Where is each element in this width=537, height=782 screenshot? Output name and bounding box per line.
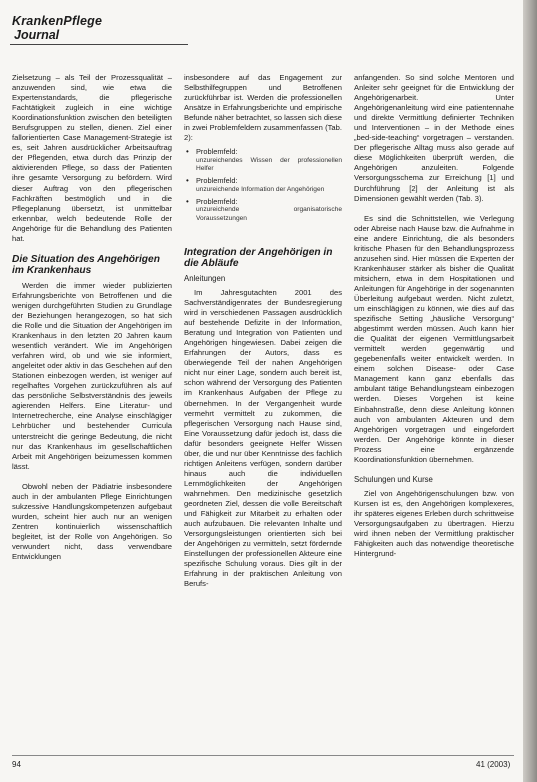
bullet-icon: •	[186, 176, 189, 186]
issue-label: 41 (2003)	[476, 760, 511, 769]
paragraph: insbesondere auf das Engagement zur Selbsthilfegruppen und Betroffenen zurückführbar ist. Werden die professionellen Ansätze in Erfahrungsberichte und empirische Befunde näher betrachtet, so lassen sich diese in zwei Problemfeldern zusammenfassen (Tab. 2):	[184, 73, 342, 143]
paragraph: Im Jahresgutachten 2001 des Sachverständigenrates der Bundesregierung wird in verschiedenen Passagen ausdrücklich auf bestehende Defizite in der Information, Beratung und Integration von Patienten und Angehörigen hingewiesen. Dabei zeigen die Erfahrungen der Autors, dass es überwiegende Teil der nahen Angehörigen nicht nur einer Lage, sondern auch bereit ist, schon während der Versorgung des Patienten im Krankenhaus Aufgaben der Pflege zu übernehmen. In der Vergangenheit wurde vermehrt vermittelt zu zukommen, die pflegerischen Versorgung nach Hause sind, Eine Voraussetzung dafür jedoch ist, dass die dafür besonders geeignete Helfer Wissen über, die und nur über Kenntnisse des fachlich richtigen Anleitens verfügen, sondern darüber hinaus auch die individuellen Lernmöglichkeiten der Angehörigen wahrnehmen. Den medizinische gesetzlich geordneten Ziel, dessen die volle Bereitschaft und Fähigkeit zur Mitarbeit zu erhalten oder auch aufzubauen. Die relevanten Inhalte und Versorgungsleistungen orientierten sich bei der Angehörigen zu vermitteln, setzt fördernde Einstellungen der professionellen Akteure eine spezifische Schulung voraus. Dies gilt in der Erfahrung in der praktischen Anleitung von Berufs-	[184, 288, 342, 589]
list-item-title: Problemfeld:	[196, 176, 238, 186]
list-item	[184, 147, 342, 173]
header-rule	[10, 44, 188, 45]
footer-rule	[12, 755, 514, 756]
paragraph: Ziel von Angehörigenschulungen bzw. von Kursen ist es, den Angehörigen komplexeres, ihr späteres eigenes Erleben durch schrittweise Versorgungsaufgaben zu übertragen. Hierzu wird ihnen neben der Vermittlung praktischer Fähigkeiten auch das notwendige theoretische Hintergrund-	[354, 488, 514, 559]
column-3	[354, 73, 514, 559]
bullet-icon: •	[186, 196, 189, 206]
paragraph: anfangenden. So sind solche Mentoren und Anleiter sehr geeignet für die Entwicklung der Angehörigenarbeit. Unter Angehörigenanleitung wird eine patientennahe und direkte Vermittlung definierter Techniken und Interventionen – in der Methode eines „bed-side-teaching“ vorgetragen – verstanden. Der pflegerische Alltag muss also gerade auf diese Möglichkeiten überprüft werden, die Angehörigen anzuleiten. Folgende Versorgungsschema zur Erreichung [1] und Durchführung [2] der Anleitung ist als Dimensionen gewählt werden (Tab. 3).	[354, 73, 514, 203]
list-item-desc: unzureichende organisatorische Voraussetzungen	[196, 206, 342, 222]
section-heading: Die Situation des Angehörigen im Krankenhaus	[12, 253, 160, 276]
spacer	[184, 227, 342, 237]
masthead-title: KrankenPflege	[12, 14, 103, 28]
list-item	[184, 176, 342, 194]
subheading: Schulungen und Kurse	[354, 474, 433, 484]
list-item-desc: unzureichendes Wissen der professionellen Helfer	[196, 156, 342, 172]
list-item-title: Problemfeld:	[196, 196, 238, 206]
list-item-desc: unzureichende Information der Angehörigen	[196, 185, 325, 193]
book-binding	[523, 0, 537, 782]
column-1	[12, 73, 172, 562]
subheading: Anleitungen	[184, 273, 226, 283]
problem-list	[184, 147, 342, 223]
list-item-title: Problemfeld:	[196, 147, 238, 157]
section-heading: Integration der Angehörigen in die Abläufe	[184, 246, 333, 269]
list-item	[184, 197, 342, 223]
masthead-subtitle: Journal	[14, 28, 60, 42]
page-number: 94	[12, 760, 21, 769]
masthead	[12, 14, 102, 42]
paragraph: Es sind die Schnittstellen, wie Verlegung oder Abreise nach Hause bzw. die Aufnahme in eine andere Einrichtung, die als besonders kritische Phasen für den Behandlungsprozess anzusehen sind. Hier müssen die Experten der Krankenhäuser stärker als bisher die Qualität mitsichern, etwa in dem Hospitationen und Anleitungen für Angehörige in der sogenannten Überleitung aufgebaut werden. Nicht zuletzt, um einschlägigen zu können, wie dies auf das spezifische Setting „häusliche Versorgung“ abgestimmt werden müssen. Auch kann hier die Qualität der eigenen Vermittlungsarbeit vermittelt werden gegenwärtig und gegebenenfalls weiter entwickelt werden. In einem solchen Disease- oder Case Management kann ganz ebenfalls das ambulant tätige Behandlungsteam einbezogen werden. Dieses Vorgehen ist keine Einbahnstraße, denn diese Anleitung können auch von ambulanten Akteuren und dem Angehörigen vorgetragen und eingefordert werden. Der Angehörige könnte in dieser Prozess eine ergänzende Koordinationsfunktion übernehmen.	[354, 213, 514, 464]
paragraph: Zielsetzung – als Teil der Prozessqualität – anzuwenden sind, wie etwa die Expertenstandards, die pflegerische Fachtätigkeit zugleich in eine wichtige Koordinationsfunktion zwischen den beteiligten Berufsgruppen zu stellen, dienen. Ziel einer fallorientierten Case Management-Strategie ist es, seit Jahren ausdrücklicher Arbeitsauftrag der Pflegenden, etwa durch das Prinzip der aktivierenden Pflege, so dass der Patienten ihre gesamte Versorgung zu befördern. Wird dieser Auftrag von den pflegerischen Fachkräften bestmöglich und in die Pflegeplanung übersetzt, ist unmittelbar erkennbar, welch bedeutende Rolle der Angehörige für die Behandlung des Patienten hat.	[12, 73, 172, 243]
bullet-icon: •	[186, 147, 189, 157]
paragraph: Werden die immer wieder publizierten Erfahrungsberichte von Betroffenen und die wenigen durchgeführten Studien zu Grundlage der Beziehungen herangezogen, so hat sich die Rolle und die Situation der Angehörigen im Krankenhaus in den letzten 20 Jahren kaum wesentlich verändert. Wie im Angehörigen verfahren wird, ob und wie sie informiert, angeleitet oder aktiv in das Geschehen auf den Stationen einbezogen werden, ist weniger auf regelhaftes Vorgehen zurückzuführen als auf das persönliche Selbstverständnis des jeweils agierenden Helfers. Eine Literatur- und Internetrecherche, eine Analyse einschlägiger Lehrbücher und bestehender Curricula unterstreicht die geringe Bedeutung, die nicht nur das Krankenhaus im gesellschaftlichen Arbeit mit Angehörigen beizumessen kommen lässt.	[12, 280, 172, 471]
column-2	[184, 73, 342, 589]
paragraph: Obwohl neben der Pädiatrie insbesondere auch in der ambulanten Pflege Einrichtungen sukzessive Handlungskompetenzen aufgebaut wurden, scheint hier auch nur an wenigen Zentren kontinuierlich wissenschaftlich begleitet, ist der Rolle von Angehörigen. So verwundert nicht, dass verwendbare Entwicklungen	[12, 481, 172, 562]
